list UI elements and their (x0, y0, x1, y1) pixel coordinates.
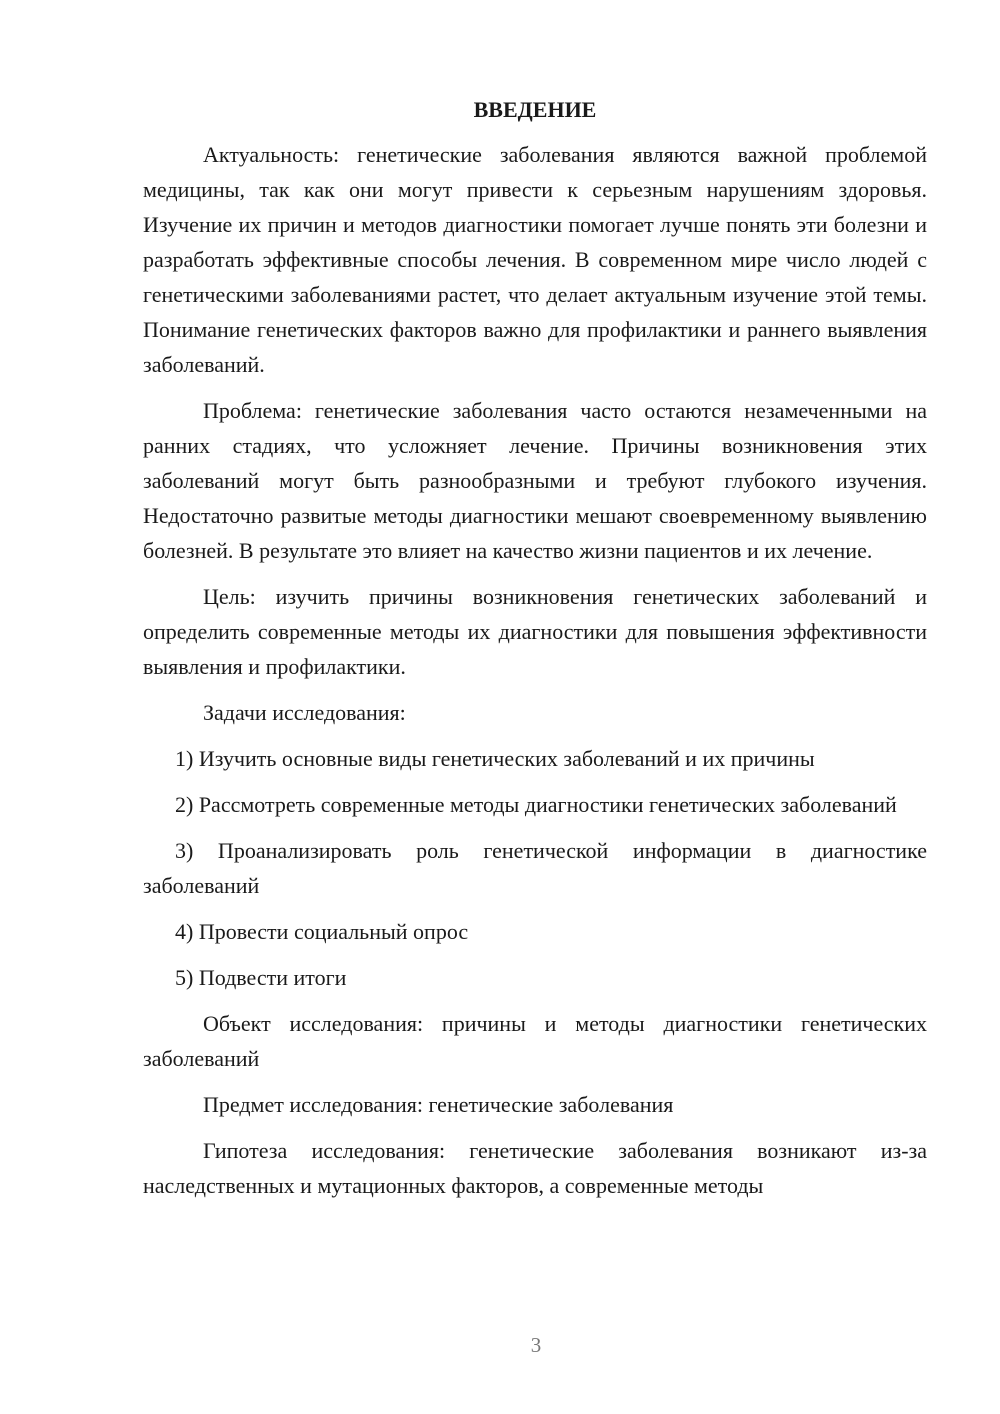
object-paragraph: Объект исследования: причины и методы диагностики генетических заболеваний (143, 1011, 927, 1071)
task-item: 2) Рассмотреть современные методы диагностики генетических заболеваний (175, 792, 897, 817)
document-page (143, 92, 927, 1214)
section-title: ВВЕДЕНИЕ (473, 97, 597, 122)
task-item: 4) Провести социальный опрос (175, 919, 469, 944)
tasks-heading: Задачи исследования: (203, 700, 406, 725)
page-number: 3 (530, 1333, 542, 1357)
goal-paragraph: Цель: изучить причины возникновения генетических заболеваний и определить современные методы их диагностики для повышения эффективности выявления и профилактики. (143, 584, 927, 679)
task-item: 5) Подвести итоги (175, 965, 347, 990)
task-item: 3) Проанализировать роль генетической информации в диагностике заболеваний (143, 838, 927, 898)
tasks-list (143, 741, 927, 995)
relevance-paragraph: Актуальность: генетические заболевания являются важной проблемой медицины, так как они могут привести к серьезным нарушениям здоровья. Изучение их причин и методов диагностики помогает лучше понять эти болезни и разработать эффективные способы лечения. В современном мире число людей с генетическими заболеваниями растет, что делает актуальным изучение этой темы. Понимание генетических факторов важно для профилактики и раннего выявления заболеваний. (143, 142, 927, 377)
problem-paragraph: Проблема: генетические заболевания часто остаются незамеченными на ранних стадиях, что усложняет лечение. Причины возникновения этих заболеваний могут быть разнообразными и требуют глубокого изучения. Недостаточно развитые методы диагностики мешают своевременному выявлению болезней. В результате это влияет на качество жизни пациентов и их лечение. (143, 398, 927, 563)
hypothesis-paragraph: Гипотеза исследования: генетические заболевания возникают из-за наследственных и мутационных факторов, а современные методы (143, 1138, 927, 1198)
subject-paragraph: Предмет исследования: генетические заболевания (203, 1092, 674, 1117)
task-item: 1) Изучить основные виды генетических заболеваний и их причины (175, 746, 815, 771)
